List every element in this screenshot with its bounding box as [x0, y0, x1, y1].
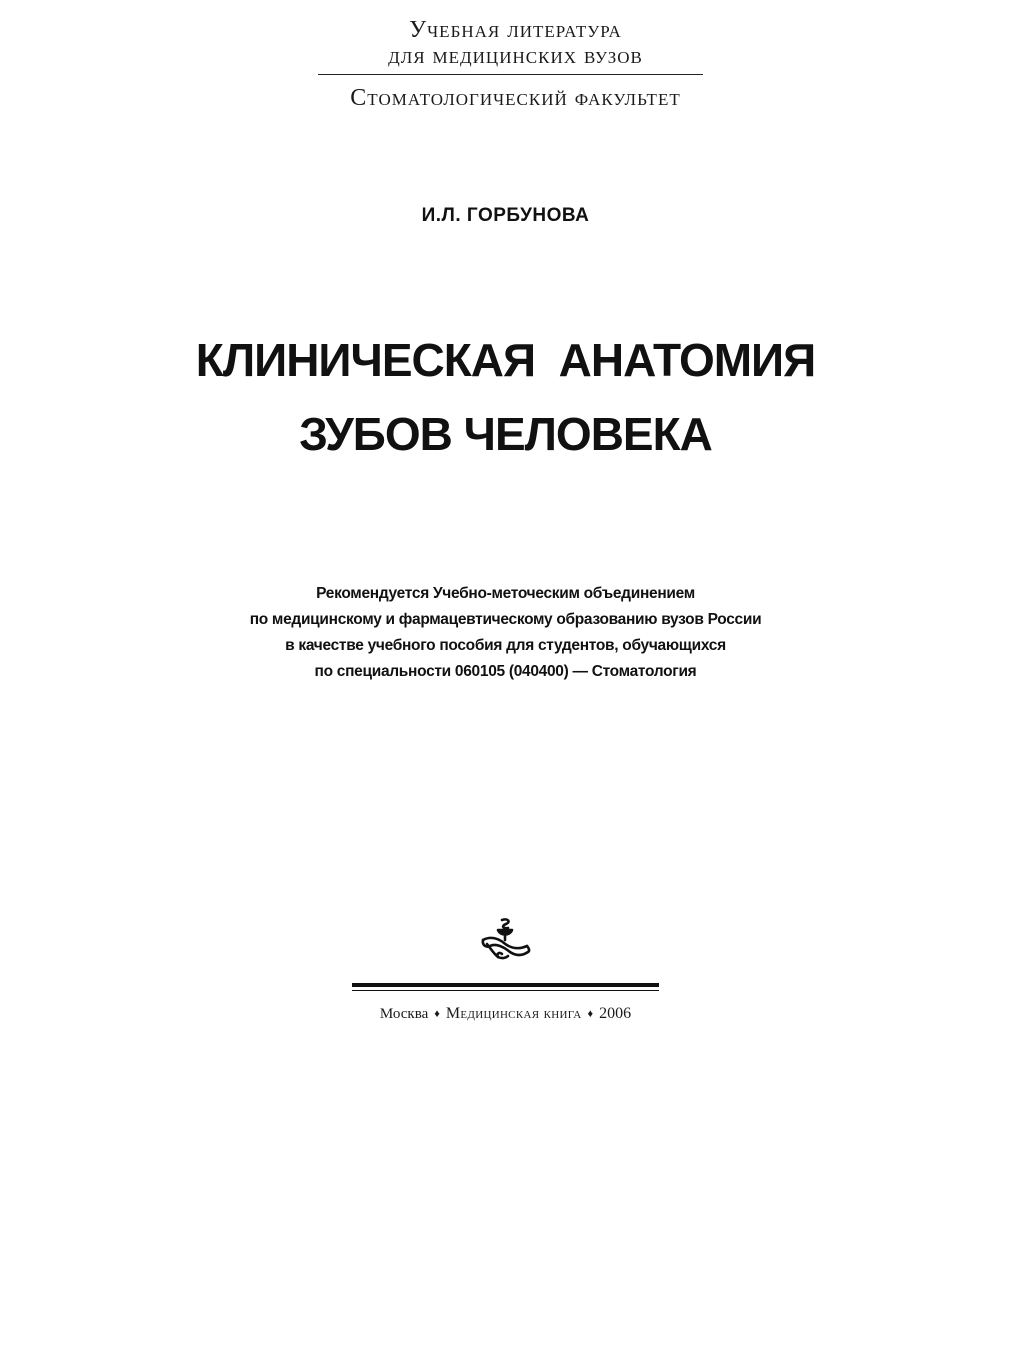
- recommendation-line: по специальности 060105 (040400) — Стоматология: [314, 663, 697, 680]
- publisher-line: [0, 1002, 1011, 1027]
- publication-year: 2006: [599, 1005, 632, 1022]
- diamond-separator-icon: ♦: [587, 1008, 594, 1020]
- series-title-line-2: для медицинских вузов: [388, 43, 643, 69]
- series-divider: [318, 74, 703, 75]
- book-title-line-1: КЛИНИЧЕСКАЯ АНАТОМИЯ: [195, 334, 816, 386]
- recommendation-line: в качестве учебного пособия для студентов, обучающихся: [285, 637, 726, 654]
- recommendation-text: [0, 581, 1011, 685]
- publisher-rule-thick: [352, 983, 659, 987]
- recommendation-line: Рекомендуется Учебно-меточеским объединением: [316, 585, 695, 602]
- book-title-line-2: ЗУБОВ ЧЕЛОВЕКА: [299, 408, 712, 460]
- publisher-logo-icon: [478, 916, 532, 962]
- series-title-line-1: Учебная литература: [409, 17, 622, 43]
- publisher-city: Москва: [379, 1006, 429, 1022]
- recommendation-line: по медицинскому и фармацевтическому образованию вузов России: [249, 611, 762, 628]
- author-name: И.Л. ГОРБУНОВА: [421, 205, 590, 226]
- diamond-separator-icon: ♦: [434, 1008, 440, 1020]
- publisher-name: Медицинская книга: [445, 1005, 582, 1022]
- faculty-name: Стоматологический факультет: [350, 85, 681, 111]
- publisher-rule-thin: [352, 990, 659, 991]
